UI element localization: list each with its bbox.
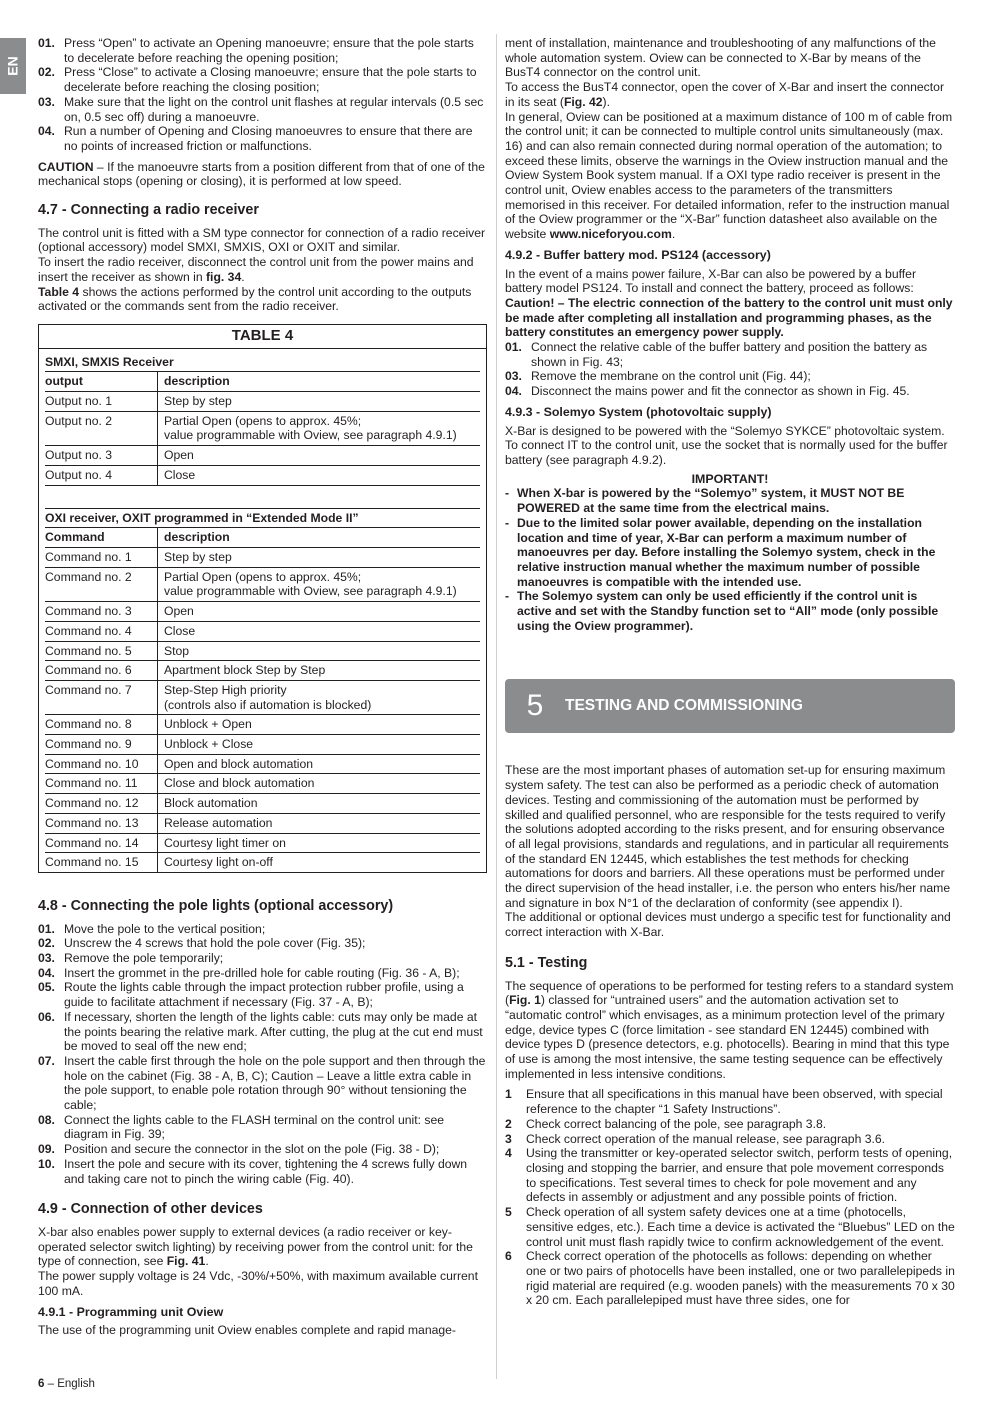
item-number: 5: [505, 1205, 512, 1220]
table-cell: Command no. 1: [45, 548, 158, 567]
column-header: description: [164, 530, 230, 545]
list-item: [38, 1113, 487, 1142]
list-item: [38, 951, 487, 966]
s491-paragraph-1: The use of the programming unit Oview enables complete and rapid manage-: [38, 1323, 456, 1338]
item-text: Remove the membrane on the control unit (Fig. 44);: [531, 369, 811, 384]
item-number: 6: [505, 1249, 512, 1264]
item-number: 03.: [38, 951, 55, 966]
table-cell: Close and block automation: [164, 776, 315, 791]
item-text: Insert the pole and secure with its cover, tightening the 4 screws fully down and taking care not to pinch the wiring cable (Fig. 40).: [64, 1156, 468, 1186]
item-number: 07.: [38, 1053, 55, 1068]
item-number: 06.: [38, 1009, 55, 1024]
table-cell: Output no. 3: [45, 446, 158, 465]
item-number: 03.: [505, 369, 522, 384]
s51-paragraph-1: The sequence of operations to be performed for testing refers to a standard system (Fig. 1) classed for “untrained users” and the automation activation set to “automatic control” which envisages, as a minimum protection level of the primary edge, device types C (force limitation - see standard EN 12445) combined with device types D (presence detectors, e.g. photocells). Bearing in mind that this type of use is among the most intensive, the same testing sequence can be effectively implemented in less intensive conditions.: [505, 978, 954, 1081]
table-row: [45, 834, 480, 854]
list-item: [505, 369, 955, 384]
table-cell: Command no. 10: [45, 755, 158, 774]
s47-paragraph-2: To insert the radio receiver, disconnect the control unit from the power mains and insert the receiver as shown in fig. 34.: [38, 255, 474, 284]
important-text: The Solemyo system can only be used efficiently if the control unit is active and set with the Standby function set to “All” mode (only possible using the Oview programmer).: [517, 589, 939, 633]
list-item: [38, 936, 487, 951]
language-tab: EN: [0, 38, 26, 94]
s492-caution: Caution! – The electric connection of the battery to the control unit must only be made after completing all installation and programming phases, as the battery constitutes an emergency power supply.: [505, 295, 953, 340]
s47-paragraph-1: The control unit is fitted with a SM type connector for connection of a radio receiver (optional accessory) model SMXI, SMXIS, OXI or OXIT and similar.: [38, 225, 486, 255]
list-item: [505, 1117, 955, 1132]
bullet-dash: -: [505, 486, 510, 501]
right-column: [505, 36, 955, 1308]
important-text: When X-bar is powered by the “Solemyo” system, it MUST NOT BE POWERED at the same time from the electrical mains.: [517, 486, 905, 516]
battery-steps: [505, 340, 955, 399]
list-item: [505, 1146, 955, 1205]
item-number: 05.: [38, 980, 55, 995]
bullet-dash: -: [505, 589, 510, 604]
column-header: output: [45, 372, 158, 391]
opening-closing-steps: [38, 36, 487, 154]
r-paragraph-2: To access the BusT4 connector, open the cover of X-Bar and insert the connector in its seat (Fig. 42).: [505, 80, 944, 109]
item-text: Route the lights cable through the impact protection rubber profile, using a guide to facilitate attachment if necessary (Fig. 37 - A, B);: [64, 980, 464, 1010]
left-column: [38, 36, 487, 1338]
important-item: [505, 516, 955, 590]
important-heading: IMPORTANT!: [691, 471, 769, 486]
list-item: [505, 1132, 955, 1147]
table-cell: Stop: [164, 643, 190, 658]
table-section-oxi-title: OXI receiver, OXIT programmed in “Extended Mode II”: [45, 509, 480, 529]
table-title: TABLE 4: [39, 325, 486, 349]
table-row: [45, 642, 480, 662]
item-number: 08.: [38, 1112, 55, 1127]
table-cell: Partial Open (opens to approx. 45%; value programmable with Oview, see paragraph 4.9.1): [164, 569, 457, 599]
item-text: Connect the relative cable of the buffer battery and position the battery as shown in Fig. 43;: [531, 340, 928, 369]
table-cell: Command no. 9: [45, 735, 158, 754]
list-item: [38, 1010, 487, 1054]
list-item: [505, 384, 955, 399]
item-text: Ensure that all specifications in this manual have been observed, with special reference to the chapter “1 Safety Instructions”.: [526, 1087, 943, 1117]
bullet-dash: -: [505, 515, 510, 530]
table-cell: Command no. 13: [45, 814, 158, 833]
list-item: [505, 1205, 955, 1249]
table-row: [45, 446, 480, 466]
table-cell: Unblock + Close: [164, 737, 254, 752]
list-item: [38, 1142, 487, 1157]
table-cell: Command no. 14: [45, 834, 158, 853]
item-text: Check correct balancing of the pole, see paragraph 3.8.: [526, 1116, 827, 1131]
list-item: [38, 1054, 487, 1113]
item-number: 04.: [505, 384, 522, 399]
table-cell: Release automation: [164, 815, 273, 830]
table-row: [45, 392, 480, 412]
table-row: [45, 466, 480, 486]
list-item: [38, 966, 487, 981]
s49-paragraph-1: X-bar also enables power supply to external devices (a radio receiver or key-operated selector switch lighting) by receiving power from the control unit: for the type of connection, see Fig. 41.: [38, 1225, 473, 1269]
section-5-1-title: 5.1 - Testing: [505, 954, 588, 971]
table-cell: Block automation: [164, 796, 258, 811]
column-header: Command: [45, 528, 158, 547]
table-cell: Output no. 1: [45, 392, 158, 411]
table-cell: Step by step: [164, 549, 232, 564]
table-cell: Command no. 4: [45, 622, 158, 641]
item-number: 04.: [38, 965, 55, 980]
section-4-9-2-title: 4.9.2 - Buffer battery mod. PS124 (accessory): [505, 247, 771, 262]
table-cell: Unblock + Open: [164, 717, 252, 732]
table-cell: Command no. 3: [45, 602, 158, 621]
important-text: Due to the limited solar power available, depending on the installation location and time of year, X-Bar can perform a maximum number of manoeuvres per day. Before installing the Solemyo system, check in the relative instruction manual whether the maximum number of possible manoeuvres is compatible with the intended use.: [517, 515, 936, 589]
list-item: [505, 340, 955, 369]
table-row: [45, 412, 480, 446]
table-row: [45, 774, 480, 794]
table-row: [45, 794, 480, 814]
item-text: Run a number of Opening and Closing manoeuvres to ensure that there are no points of increased friction or malfunctions.: [64, 124, 473, 153]
table-cell: Courtesy light on-off: [164, 855, 273, 870]
item-text: Connect the lights cable to the FLASH terminal on the control unit: see diagram in Fig. 39;: [64, 1112, 445, 1142]
item-number: 09.: [38, 1142, 55, 1157]
item-text: Disconnect the mains power and fit the connector as shown in Fig. 45.: [531, 384, 910, 399]
table-row: [45, 755, 480, 775]
s5-paragraph-1: These are the most important phases of automation set-up for ensuring maximum system safety. The test can also be performed as a periodic check of automation devices. Testing and commissioning of the automation must be performed by skilled and qualified personnel, who are responsible for the tests required to verify the solutions adopted according to the risks present, and for ensuring observance of all legal provisions, standards and regulations, and in particular all requirements of the standard EN 12445, which establishes the test methods for checking automations for doors and barriers. All these operations must be performed under the direct supervision of the head installer, i.e. the person who enters his/her name and signature in box N°1 of the declaration of conformity (see appendix I).: [505, 763, 951, 910]
item-text: Press “Close” to activate a Closing manoeuvre; ensure that the pole starts to decelerate before reaching the closing position;: [64, 65, 477, 95]
item-text: Position and secure the connector in the slot on the pole (Fig. 38 - D);: [64, 1142, 440, 1157]
table-row: [45, 548, 480, 568]
table-cell: Command no. 2: [45, 568, 158, 601]
section-4-9-title: 4.9 - Connection of other devices: [38, 1201, 263, 1218]
table-row: [45, 853, 480, 872]
important-item: [505, 589, 955, 633]
s47-paragraph-3: Table 4 shows the actions performed by the control unit according to the outputs activated or the commands sent from the radio receiver.: [38, 284, 472, 314]
table-cell: Command no. 15: [45, 853, 158, 872]
table-row: [45, 661, 480, 681]
table-row: [45, 602, 480, 622]
item-number: 01.: [38, 36, 55, 50]
item-text: Check correct operation of the manual release, see paragraph 3.6.: [526, 1131, 886, 1146]
important-list: [505, 486, 955, 633]
testing-steps: [505, 1087, 955, 1308]
table-cell: Step-Step High priority (controls also if automation is blocked): [164, 682, 372, 712]
list-item: [38, 36, 487, 65]
table-cell: Output no. 4: [45, 466, 158, 485]
table-cell: Open: [164, 448, 194, 463]
table-cell: Open and block automation: [164, 756, 314, 771]
item-text: Insert the cable first through the hole on the pole support and then through the hole on the cabinet (Fig. 38 - A, B, C); Caution – Leave a little extra cable in the pole support, to enable pole rotation through 90° without tensioning the cable;: [64, 1053, 486, 1113]
item-text: Make sure that the light on the control unit flashes at regular intervals (0.5 sec on, 0.5 sec off) during a manoeuvre.: [64, 94, 484, 124]
pole-lights-steps: [38, 922, 487, 1187]
s493-paragraph-1: X-Bar is designed to be powered with the “Solemyo SYKCE” photovoltaic system. To connect IT to the control unit, use the socket that is normally used for the buffer battery (see paragraph 4.9.2).: [505, 423, 948, 467]
section-title: TESTING AND COMMISSIONING: [565, 697, 803, 715]
caution-paragraph: CAUTION – If the manoeuvre starts from a position different from that of one of the mechanical stops (opening or closing), it is performed at low speed.: [38, 159, 485, 189]
item-number: 04.: [38, 124, 55, 139]
item-number: 2: [505, 1116, 512, 1131]
table-cell: Step by step: [164, 394, 232, 409]
item-text: Move the pole to the vertical position;: [64, 921, 266, 936]
table-row: [45, 814, 480, 834]
item-number: 02.: [38, 936, 55, 951]
section-5-banner: [505, 679, 955, 733]
item-text: Check operation of all system safety devices one at a time (photocells, sensitive edges, etc.). Each time a device is activated the “Bluebus” LED on the control unit must flash rapidly twice to confirm acknowledgement of the event.: [526, 1205, 955, 1249]
list-item: [38, 95, 487, 124]
item-number: 01.: [505, 340, 522, 355]
table-row: [45, 622, 480, 642]
list-item: [38, 922, 487, 937]
table-cell: Command no. 5: [45, 642, 158, 661]
section-number: 5: [526, 689, 544, 723]
table-cell: Close: [164, 623, 196, 638]
table-row: [45, 568, 480, 602]
table-cell: Command no. 11: [45, 774, 158, 793]
table-cell: Close: [164, 467, 196, 482]
table-header-row: [45, 372, 480, 392]
table-cell: Command no. 6: [45, 661, 158, 680]
list-item: [38, 65, 487, 94]
list-item: [505, 1249, 955, 1308]
table-cell: Apartment block Step by Step: [164, 663, 326, 678]
table-cell: Command no. 7: [45, 681, 158, 714]
item-number: 1: [505, 1087, 512, 1102]
table-cell: Command no. 12: [45, 794, 158, 813]
list-item: [38, 980, 487, 1009]
table-header-row: [45, 528, 480, 548]
section-4-9-1-title: 4.9.1 - Programming unit Oview: [38, 1304, 224, 1319]
table-cell: Command no. 8: [45, 715, 158, 734]
table-row: [45, 735, 480, 755]
item-number: 10.: [38, 1156, 55, 1171]
section-4-9-3-title: 4.9.3 - Solemyo System (photovoltaic supply): [505, 404, 772, 419]
item-number: 03.: [38, 94, 55, 109]
list-item: [38, 1157, 487, 1186]
table-section-smxi-title: SMXI, SMXIS Receiver: [45, 353, 480, 373]
list-item: [505, 1087, 955, 1116]
section-4-7-title: 4.7 - Connecting a radio receiver: [38, 202, 259, 219]
s492-paragraph-1: In the event of a mains power failure, X-Bar can also be powered by a buffer battery model PS124. To install and connect the battery, proceed as follows:: [505, 266, 917, 296]
list-item: [38, 124, 487, 153]
table-row: [45, 681, 480, 715]
column-header: description: [164, 374, 230, 389]
page-footer: 6 – English: [38, 1378, 95, 1390]
table-cell: Courtesy light timer on: [164, 835, 286, 850]
item-number: 02.: [38, 65, 55, 80]
section-4-8-title: 4.8 - Connecting the pole lights (optional accessory): [38, 897, 394, 914]
table-row: [45, 715, 480, 735]
item-number: 4: [505, 1146, 512, 1161]
table-4: [38, 324, 487, 873]
item-number: 3: [505, 1131, 512, 1146]
item-text: Using the transmitter or key-operated selector switch, perform tests of opening, closing and stopping the barrier, and ensure that pole movement corresponds to specifications. Test several times to check for pole movement and any defects in assembly or adjustment and any possible points of friction.: [526, 1146, 953, 1205]
s49-paragraph-2: The power supply voltage is 24 Vdc, -30%/+50%, with maximum available current 100 mA.: [38, 1269, 478, 1298]
table-cell: Open: [164, 604, 194, 619]
r-paragraph-1: ment of installation, maintenance and troubleshooting of any malfunctions of the whole automation system. Oview can be connected to X-Bar by means of the BusT4 connector on the control unit.: [505, 36, 936, 80]
column-divider: [496, 34, 497, 1379]
item-text: Remove the pole temporarily;: [64, 951, 224, 966]
table-cell: Output no. 2: [45, 412, 158, 445]
important-item: [505, 486, 955, 515]
table-cell: Partial Open (opens to approx. 45%; value programmable with Oview, see paragraph 4.9.1): [164, 413, 457, 443]
item-text: Check correct operation of the photocells as follows: depending on whether one or two pairs of photocells have been installed, one or two parallelepipeds in rigid material are required (e.g. wooden panels) with the measurements 70 x 30 x 20 cm. Each parallelepiped must have three sides, one for: [526, 1249, 955, 1308]
r-paragraph-3: In general, Oview can be positioned at a maximum distance of 100 m of cable from the control unit; it can be connected to multiple control units simultaneously (max. 16) and can also remain connected during normal operation of the automation; to exceed these limits, observe the warnings in the Oview instruction manual and the Oview System Book system manual. If a OXI type radio receiver is present in the control unit, Oview enables access to the parameters of the transmitters memorised in this receiver. For detailed information, refer to the instruction manual of the Oview programmer or the “X-Bar” function datasheet also available on the website www.niceforyou.com.: [505, 109, 953, 242]
item-text: Press “Open” to activate an Opening manoeuvre; ensure that the pole starts to decelerate before reaching the opening position;: [64, 36, 474, 65]
item-text: Unscrew the 4 screws that hold the pole cover (Fig. 35);: [64, 936, 366, 951]
item-text: If necessary, shorten the length of the lights cable: cuts may only be made at the points bearing the relative mark. After cutting, the plug at the cut end must be moved to seal off the new end;: [64, 1009, 483, 1054]
item-number: 01.: [38, 921, 55, 936]
item-text: Insert the grommet in the pre-drilled hole for cable routing (Fig. 36 - A, B);: [64, 965, 460, 980]
s5-paragraph-2: The additional or optional devices must undergo a specific test for functionality and correct interaction with X-Bar.: [505, 910, 951, 940]
